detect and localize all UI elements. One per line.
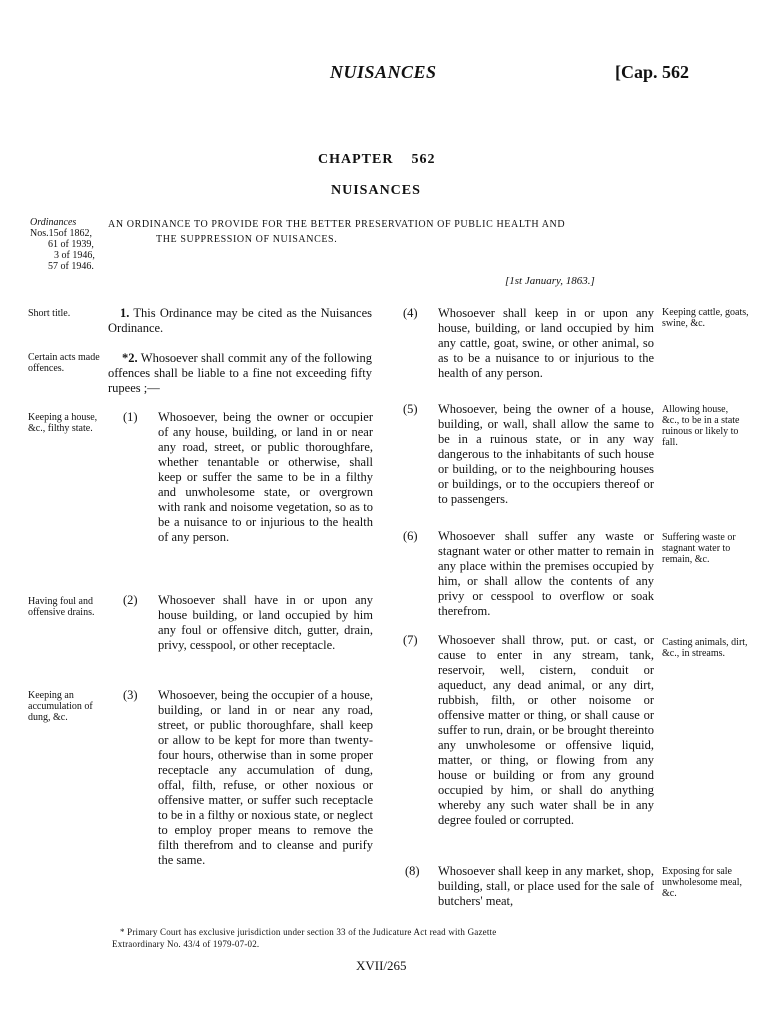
marginal-note-short-title: Short title.: [28, 308, 71, 319]
item-5-text: Whosoever, being the owner of a house, building, or wall, shall allow the same to be in a ruinous state, or in any way dangerous to the inhabitants of such house or building, or to the neighbouring houses or buildings, or to the occupiers thereof or to passengers.: [438, 402, 654, 506]
item-2-text: Whosoever shall have in or upon any house building, or land occupied by him any foul or offensive ditch, gutter, drain, privy, cesspool, or other receptacle.: [158, 593, 373, 652]
ordinance-number: 3 of 1946,: [54, 250, 95, 261]
item-2-number: (2): [123, 593, 138, 607]
ordinance-number: Nos.15of 1862,: [30, 228, 92, 239]
item-3-text: Whosoever, being the occupier of a house, building, or land in or near any road, street, or public thoroughfare, shall keep or allow to be kept for more than twenty-four hours, otherwise than in some proper receptacle any accumulation of dung, offal, filth, refuse, or other noxious or offensive matter, or suffer such receptacle to be in a filthy or noxious state, or neglect to employ proper means to remove the filth therefrom and to cleanse and purify the same.: [158, 688, 373, 867]
item-4-number: (4): [403, 306, 418, 320]
item-7-text: Whosoever shall throw, put. or cast, or cause to enter in any stream, tank, reservoir, well, cistern, conduit or aqueduct, any dead animal, or any dirt, rubbish, filth, or other noisome or offensive matter or thing, or shall cause or suffer to run, drain, or be brought thereinto any unwholesome or offensive liquid, matter, or thing, or flowing from any house or building or from any ground occupied by him, or shall do anything whereby any such water shall be in any degree fouled or corrupted.: [438, 633, 654, 827]
item-8-number: (8): [405, 864, 420, 878]
item-6-text: Whosoever shall suffer any waste or stagnant water or other matter to remain in any place within the premises occupied by him, or shall allow the contents of any privy or cesspool to overflow or soak therefrom.: [438, 529, 654, 618]
running-header-title: NUISANCES: [330, 62, 437, 82]
item-8-text: Whosoever shall keep in any market, shop, building, stall, or place used for the sale of butchers' meat,: [438, 864, 654, 908]
ordinance-number: 61 of 1939,: [48, 239, 94, 250]
item-7-number: (7): [403, 633, 418, 647]
section-1: [108, 306, 372, 336]
item-4-text: Whosoever shall keep in or upon any house, building, or land occupied by him any cattle, goat, swine, or other animal, so as to be a nuisance to or injurious to the health of any person.: [438, 306, 654, 380]
section-2-text: Whosoever shall commit any of the following offences shall be liable to a fine not exceeding fifty rupees ;—: [108, 351, 372, 395]
section-2: [108, 351, 372, 396]
marginal-note-item-5: Allowing house, &c., to be in a state ruinous or likely to fall.: [662, 404, 740, 448]
item-6-number: (6): [403, 529, 418, 543]
marginal-note-item-4: Keeping cattle, goats, swine, &c.: [662, 307, 749, 329]
marginal-note-item-2: Having foul and offensive drains.: [28, 596, 95, 618]
chapter-heading: CHAPTER 562: [318, 152, 436, 167]
item-3-number: (3): [123, 688, 138, 702]
marginal-note-section-2: Certain acts made offences.: [28, 352, 100, 374]
ordinance-numbers: [30, 228, 95, 272]
marginal-note-item-1: Keeping a house, &c., filthy state.: [28, 412, 98, 434]
running-header-chapter: [Cap. 562: [615, 62, 690, 82]
footnote-line-2: Extraordinary No. 43/4 of 1979-07-02.: [112, 939, 260, 949]
section-1-number: 1.: [120, 306, 130, 320]
footnote: [112, 926, 657, 950]
long-title-line-1: AN ORDINANCE TO PROVIDE FOR THE BETTER PRESERVATION OF PUBLIC HEALTH AND: [108, 219, 566, 230]
marginal-note-item-3: Keeping an accumulation of dung, &c.: [28, 690, 93, 723]
long-title: [108, 217, 654, 247]
section-2-number: *2.: [122, 351, 138, 365]
item-5-number: (5): [403, 402, 418, 416]
item-1-text: Whosoever, being the owner or occupier of any house, building, or land in or near any road, street, or public thoroughfare, whether tenantable or otherwise, shall keep or suffer the same to be in a filthy and unwholesome state, or overgrown with rank and noisome vegetation, so as to be a nuisance to or injurious to the health of any person.: [158, 410, 373, 544]
ordinance-number: 57 of 1946.: [48, 261, 94, 272]
page-number: XVII/265: [356, 958, 407, 973]
long-title-line-2: THE SUPPRESSION OF NUISANCES.: [156, 234, 338, 245]
chapter-subtitle: NUISANCES: [331, 183, 421, 198]
footnote-line-1: * Primary Court has exclusive jurisdiction under section 33 of the Judicature Act read with Gazette: [120, 927, 497, 937]
marginal-note-item-6: Suffering waste or stagnant water to remain, &c.: [662, 532, 736, 565]
commencement-date: [1st January, 1863.]: [505, 275, 595, 287]
section-1-text: This Ordinance may be cited as the Nuisances Ordinance.: [108, 306, 372, 335]
ordinances-label: Ordinances: [30, 217, 77, 228]
item-1-number: (1): [123, 410, 138, 424]
marginal-note-item-8: Exposing for sale unwholesome meal, &c.: [662, 866, 742, 899]
marginal-note-item-7: Casting animals, dirt, &c., in streams.: [662, 637, 748, 659]
